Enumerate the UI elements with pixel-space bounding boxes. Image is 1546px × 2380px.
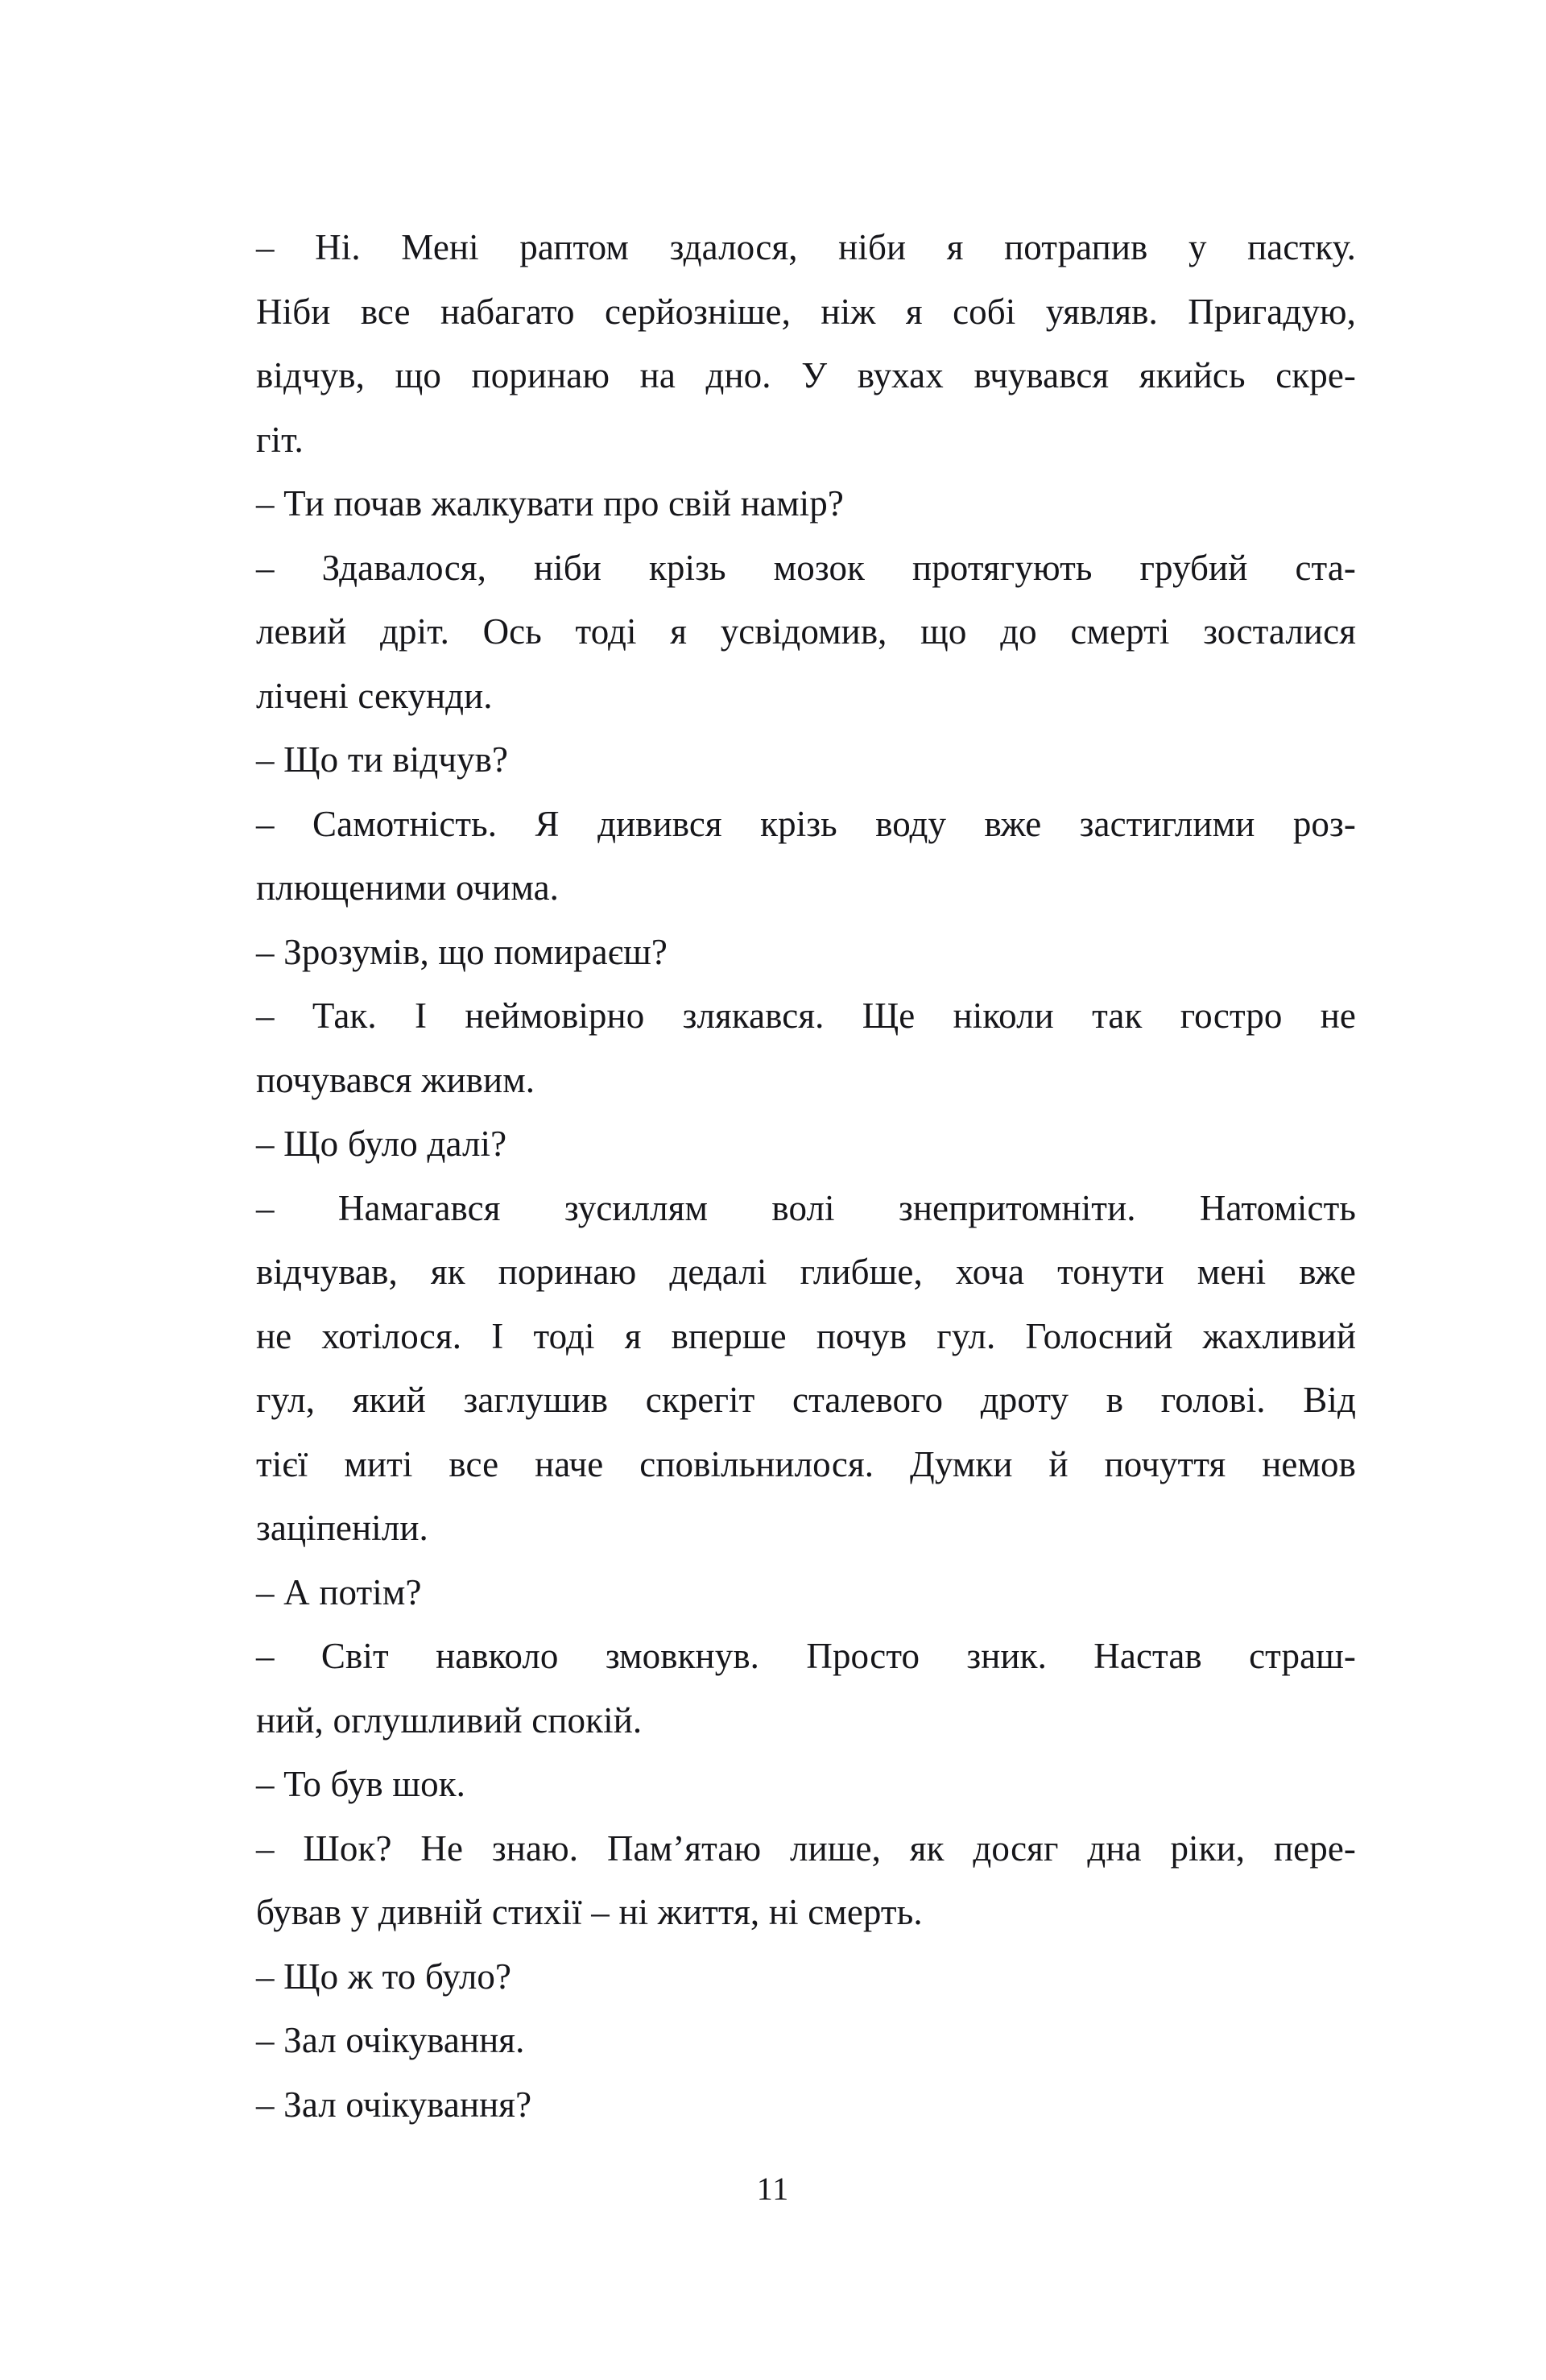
text-line: – Здавалося, ніби крізь мозок протягують грубий ста- bbox=[256, 547, 1356, 588]
text-line: почувався живим. bbox=[256, 1059, 535, 1100]
text-line: – А потім? bbox=[256, 1571, 422, 1612]
paragraph bbox=[187, 793, 1356, 921]
text-line: – Так. І неймовірно злякався. Ще ніколи так гостро не bbox=[256, 995, 1356, 1036]
text-line: – Світ навколо змовкнув. Просто зник. Настав страш- bbox=[256, 1636, 1356, 1676]
paragraph bbox=[187, 728, 1356, 793]
text-line: – Шок? Не знаю. Пам’ятаю лише, як досяг дна ріки, пере- bbox=[256, 1827, 1356, 1869]
text-line: не хотілося. І тоді я вперше почув гул. Голосний жахливий bbox=[256, 1315, 1356, 1356]
paragraph bbox=[187, 921, 1356, 985]
paragraph bbox=[187, 1753, 1356, 1817]
page-body-text bbox=[187, 216, 1356, 2137]
text-line: – Що ти відчув? bbox=[256, 739, 509, 780]
text-line: заціпеніли. bbox=[256, 1508, 428, 1548]
text-line: – Що було далі? bbox=[256, 1124, 507, 1164]
text-line: – Ти почав жалкувати про свій намір? bbox=[256, 483, 844, 524]
paragraph bbox=[187, 1945, 1356, 2010]
text-line: – Намагався зусиллям волі знепритомніти. Натомість bbox=[256, 1187, 1356, 1228]
text-line: Ніби все набагато серйозніше, ніж я собі уявляв. Пригадую, bbox=[256, 291, 1356, 332]
paragraph bbox=[187, 1625, 1356, 1753]
text-line: тієї миті все наче сповільнилося. Думки й почуття немов bbox=[256, 1443, 1356, 1484]
text-line: ний, оглушливий спокій. bbox=[256, 1699, 643, 1741]
paragraph bbox=[187, 2009, 1356, 2073]
text-line: – Зал очікування? bbox=[256, 2084, 532, 2125]
paragraph bbox=[187, 984, 1356, 1112]
text-line: – Ні. Мені раптом здалося, ніби я потрапив у пастку. bbox=[256, 227, 1356, 267]
paragraph bbox=[187, 216, 1356, 472]
text-line: лічені секунди. bbox=[256, 675, 493, 716]
paragraph bbox=[187, 1177, 1356, 1561]
text-line: відчував, як поринаю дедалі глибше, хоча тонути мені вже bbox=[256, 1252, 1356, 1292]
paragraph bbox=[187, 1561, 1356, 1625]
page-number: 11 bbox=[756, 2171, 790, 2207]
text-line: гул, який заглушив скрегіт сталевого дроту в голові. Від bbox=[256, 1380, 1356, 1420]
paragraph bbox=[187, 1817, 1356, 1945]
text-line: плющеними очима. bbox=[256, 867, 560, 908]
text-line: бував у дивній стихії – ні життя, ні смерть. bbox=[256, 1892, 923, 1932]
paragraph bbox=[187, 1112, 1356, 1177]
text-line: – То був шок. bbox=[256, 1764, 466, 1804]
text-line: – Самотність. Я дивився крізь воду вже застиглими роз- bbox=[256, 803, 1356, 844]
paragraph bbox=[187, 2073, 1356, 2138]
text-line: гіт. bbox=[256, 419, 304, 460]
text-line: – Що ж то було? bbox=[256, 1956, 512, 1997]
paragraph bbox=[187, 472, 1356, 536]
text-line: – Зал очікування. bbox=[256, 2020, 525, 2060]
text-line: – Зрозумів, що помираєш? bbox=[256, 931, 668, 972]
paragraph bbox=[187, 536, 1356, 729]
text-line: відчув, що поринаю на дно. У вухах вчувався якийсь скре- bbox=[256, 355, 1356, 395]
text-line: левий дріт. Ось тоді я усвідомив, що до смерті зосталися bbox=[256, 611, 1356, 652]
